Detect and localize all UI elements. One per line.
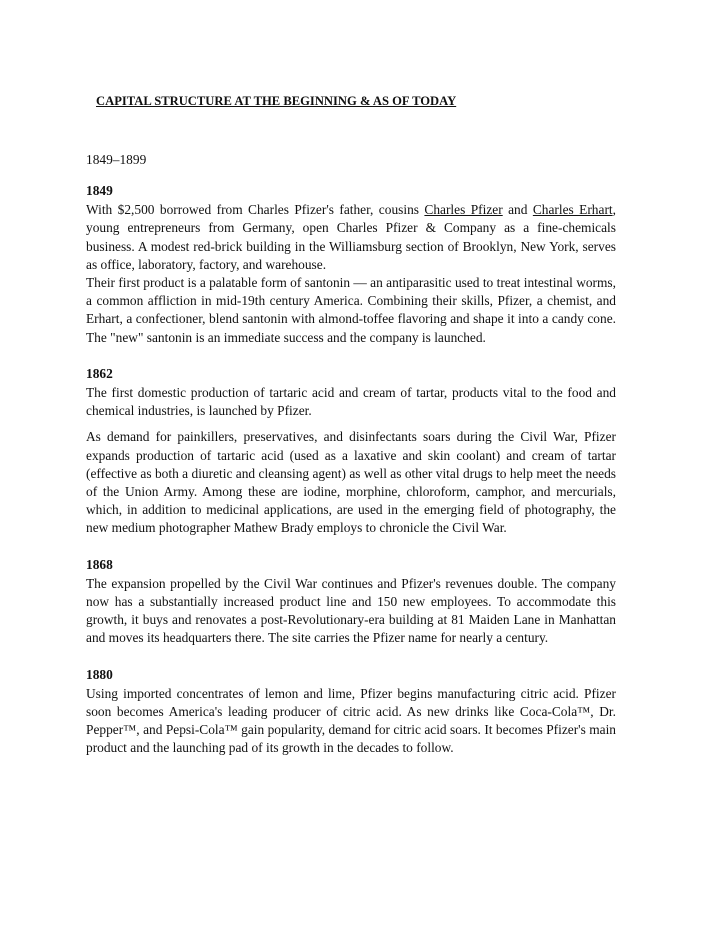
paragraph-text: With $2,500 borrowed from Charles Pfizer's father, cousins xyxy=(86,202,425,218)
timeline-content xyxy=(86,182,616,758)
paragraph-1880-citric-acid: Using imported concentrates of lemon and lime, Pfizer begins manufacturing citric acid. Pfizer soon becomes America's leading producer of citric acid. As new drinks like Coca-Cola™, Dr. Pepper™, and Pepsi-Cola™ gain popularity, demand for citric acid soars. It becomes Pfizer's main product and the launching pad of its growth in the decades to follow. xyxy=(86,685,616,756)
year-heading-1862: 1862 xyxy=(86,365,113,381)
paragraph-1862-civil-war: As demand for painkillers, preservatives, and disinfectants soars during the Civil War, Pfizer expands production of tartaric acid (used as a laxative and skin coolant) and cream of tartar (effective as both a diuretic and cleansing agent) as well as other vital drugs to help meet the needs of the Union Army. Among these are iodine, morphine, chloroform, camphor, and mercurials, which, in addition to medicinal applications, are used in the emerging field of photography, the new medium photographer Mathew Brady employs to chronicle the Civil War. xyxy=(86,429,616,536)
year-heading-1880: 1880 xyxy=(86,666,113,682)
link-charles-pfizer[interactable]: Charles Pfizer xyxy=(424,202,503,218)
year-heading-1849: 1849 xyxy=(86,183,113,198)
paragraph-1849-santonin: Their first product is a palatable form of santonin — an antiparasitic used to treat intestinal worms, a common affliction in mid-19th century America. Combining their skills, Pfizer, a chemist, and Erhart, a confectioner, blend santonin with almond-toffee flavoring and shape it into a candy cone. The "new" santonin is an immediate success and the company is launched. xyxy=(86,275,616,345)
section-heading: CAPITAL STRUCTURE AT THE BEGINNING & AS OF TODAY xyxy=(96,94,457,108)
date-range: 1849–1899 xyxy=(86,152,147,167)
paragraph-1862-tartaric: The first domestic production of tartaric acid and cream of tartar, products vital to the food and chemical industries, is launched by Pfizer. xyxy=(86,385,616,419)
paragraph-text: and xyxy=(502,202,533,218)
paragraph-1868-expansion: The expansion propelled by the Civil War continues and Pfizer's revenues double. The company now has a substantially increased product line and 150 new employees. To accommodate this growth, it buys and renovates a post-Revolutionary-era building at 81 Maiden Lane in Manhattan and moves its headquarters there. The site carries the Pfizer name for nearly a century. xyxy=(86,575,616,646)
paragraph-1849-founding xyxy=(86,201,616,274)
link-charles-erhart[interactable]: Charles Erhart xyxy=(532,202,613,218)
year-heading-1868: 1868 xyxy=(86,556,113,572)
paragraph-text: , young entrepreneurs from Germany, open Charles Pfizer & Company as a fine-chemicals business. A modest red-brick building in the Williamsburg section of Brooklyn, New York, serves as office, laboratory, factory, and warehouse. xyxy=(86,202,616,272)
